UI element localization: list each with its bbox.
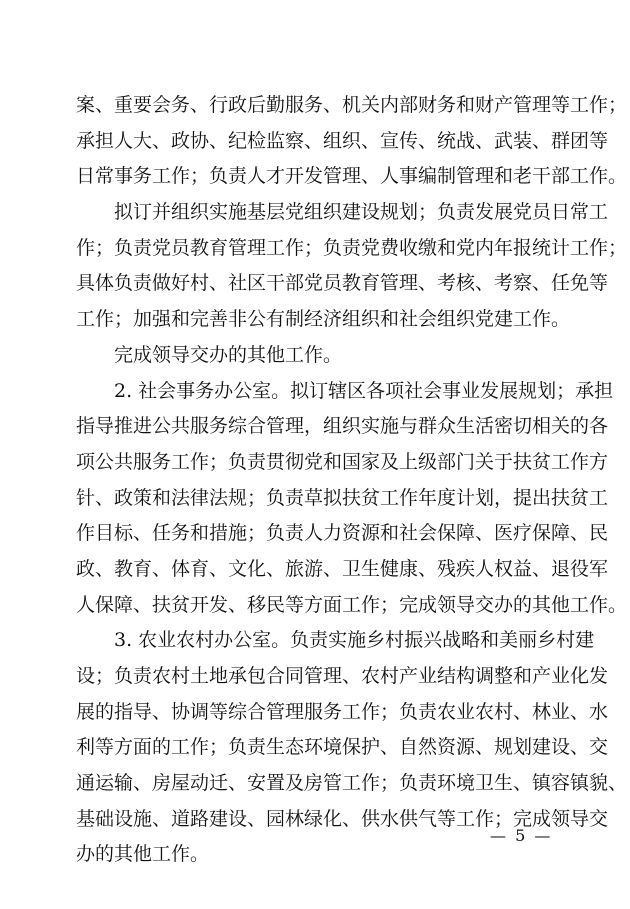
- text-line: 办的其他工作。: [76, 843, 210, 866]
- text-line: 利等方面的工作；负责生态环境保护、自然资源、规划建设、交: [76, 736, 609, 759]
- text-line: 作目标、任务和措施；负责人力资源和社会保障、医疗保障、民: [76, 522, 609, 545]
- text-line: 工作；加强和完善非公有制经济组织和社会组织党建工作。: [76, 308, 571, 331]
- text-line: 项公共服务工作；负责贯彻党和国家及上级部门关于扶贫工作方: [76, 450, 609, 473]
- text-line: 通运输、房屋动迁、安置及房管工作；负责环境卫生、镇容镇貌、: [76, 772, 628, 795]
- page-number: — 5 —: [490, 826, 553, 845]
- text-line: 政、教育、体育、文化、旅游、卫生健康、残疾人权益、退役军: [76, 557, 609, 580]
- text-line: 承担人大、政协、纪检监察、组织、宣传、统战、武装、群团等: [76, 129, 609, 152]
- text-line: 2. 社会事务办公室。拟订辖区各项社会事业发展规划；承担: [114, 379, 614, 402]
- text-line: 人保障、扶贫开发、移民等方面工作；完成领导交办的其他工作。: [76, 593, 628, 616]
- text-line: 展的指导、协调等综合管理服务工作；负责农业农村、林业、水: [76, 700, 609, 723]
- text-line: 针、政策和法律法规；负责草拟扶贫工作年度计划，提出扶贫工: [76, 486, 609, 509]
- text-line: 设；负责农村土地承包合同管理、农村产业结构调整和产业化发: [76, 665, 609, 687]
- text-line: 完成领导交办的其他工作。: [114, 343, 343, 366]
- document-body: [76, 88, 628, 873]
- text-line: 指导推进公共服务综合管理，组织实施与群众生活密切相关的各: [76, 415, 609, 438]
- text-line: 基础设施、道路建设、园林绿化、供水供气等工作；完成领导交: [76, 807, 609, 830]
- text-line: 日常事务工作；负责人才开发管理、人事编制管理和老干部工作。: [76, 165, 628, 188]
- text-line: 3. 农业农村办公室。负责实施乡村振兴战略和美丽乡村建: [114, 629, 595, 652]
- text-line: 作；负责党员教育管理工作；负责党费收缴和党内年报统计工作；: [76, 236, 628, 259]
- text-line: 具体负责做好村、社区干部党员教育管理、考核、考察、任免等: [76, 272, 609, 295]
- text-line: 案、重要会务、行政后勤服务、机关内部财务和财产管理等工作；: [76, 94, 628, 116]
- text-line: 拟订并组织实施基层党组织建设规划；负责发展党员日常工: [114, 201, 609, 224]
